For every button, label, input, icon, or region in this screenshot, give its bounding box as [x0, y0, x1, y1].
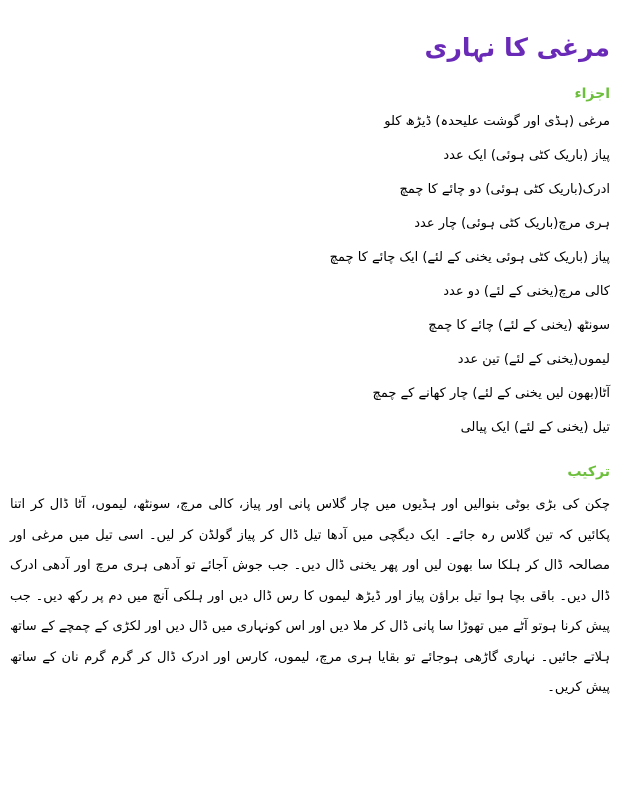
method-paragraph: چکن کی بڑی بوٹی بنوالیں اور ہڈیوں میں چار گلاس پانی اور پیاز، کالی مرچ، سونٹھ، لیموں، آٹا ڈال کر اتنا پکائیں کہ تین گلاس رہ جائے۔ ایک دیگچی میں آدھا تیل ڈال کر پیاز گولڈن کر لیں۔ اسی تیل میں مرغی اور مصالحہ ڈال کر ہلکا سا بھون لیں اور پھر یخنی ڈال دیں۔ جب جوش آجائے تو آدھی ہری مرچ اور آدھی ادرک ڈال دیں۔ باقی بچا ہوا تیل براؤن پیاز اور ڈیڑھ لیموں کا رس ڈال دیں اور ہلکی آنچ میں دم پر رکھ دیں۔ جب پیش کرنا ہوتو آٹے میں تھوڑا سا پانی ڈال کر ملا دیں اور اس کونہاری میں ڈال دیں اور لکڑی کے چمچے کے ساتھ ہلاتے جائیں۔ نہاری گاڑھی ہوجائے تو بقایا ہری مرچ، لیموں، کارس اور ادرک ڈال کر گرم گرم نان کے ساتھ پیش کریں۔: [10, 497, 610, 695]
ingredients-list: [10, 112, 610, 452]
ingredient-item: تیل (یخنی کے لئے) ایک پیالی: [460, 420, 610, 435]
ingredient-item: سونٹھ (یخنی کے لئے) چائے کا چمچ: [428, 318, 610, 333]
ingredient-item: پیاز (باریک کٹی ہوئی) ایک عدد: [443, 148, 610, 163]
ingredient-item: مرغی (ہڈی اور گوشت علیحدہ) ڈیڑھ کلو: [384, 114, 610, 129]
ingredient-item: کالی مرچ(یخنی کے لئے) دو عدد: [443, 284, 610, 299]
page-title: مرغی کا نہاری: [424, 33, 610, 62]
ingredient-item: ادرک(باریک کٹی ہوئی) دو چائے کا چمچ: [399, 182, 610, 197]
ingredient-item: ہری مرچ(باریک کٹی ہوئی) چار عدد: [414, 216, 610, 231]
ingredient-item: پیاز (باریک کٹی ہوئی یخنی کے لئے) ایک چائے کا چمچ: [329, 250, 610, 265]
ingredient-item: لیموں(یخنی کے لئے) تین عدد: [457, 352, 610, 367]
method-heading: ترکیب: [567, 464, 610, 480]
ingredients-heading: اجزاء: [574, 86, 610, 102]
ingredient-item: آٹا(بھون لیں یخنی کے لئے) چار کھانے کے چمچ: [372, 386, 610, 401]
